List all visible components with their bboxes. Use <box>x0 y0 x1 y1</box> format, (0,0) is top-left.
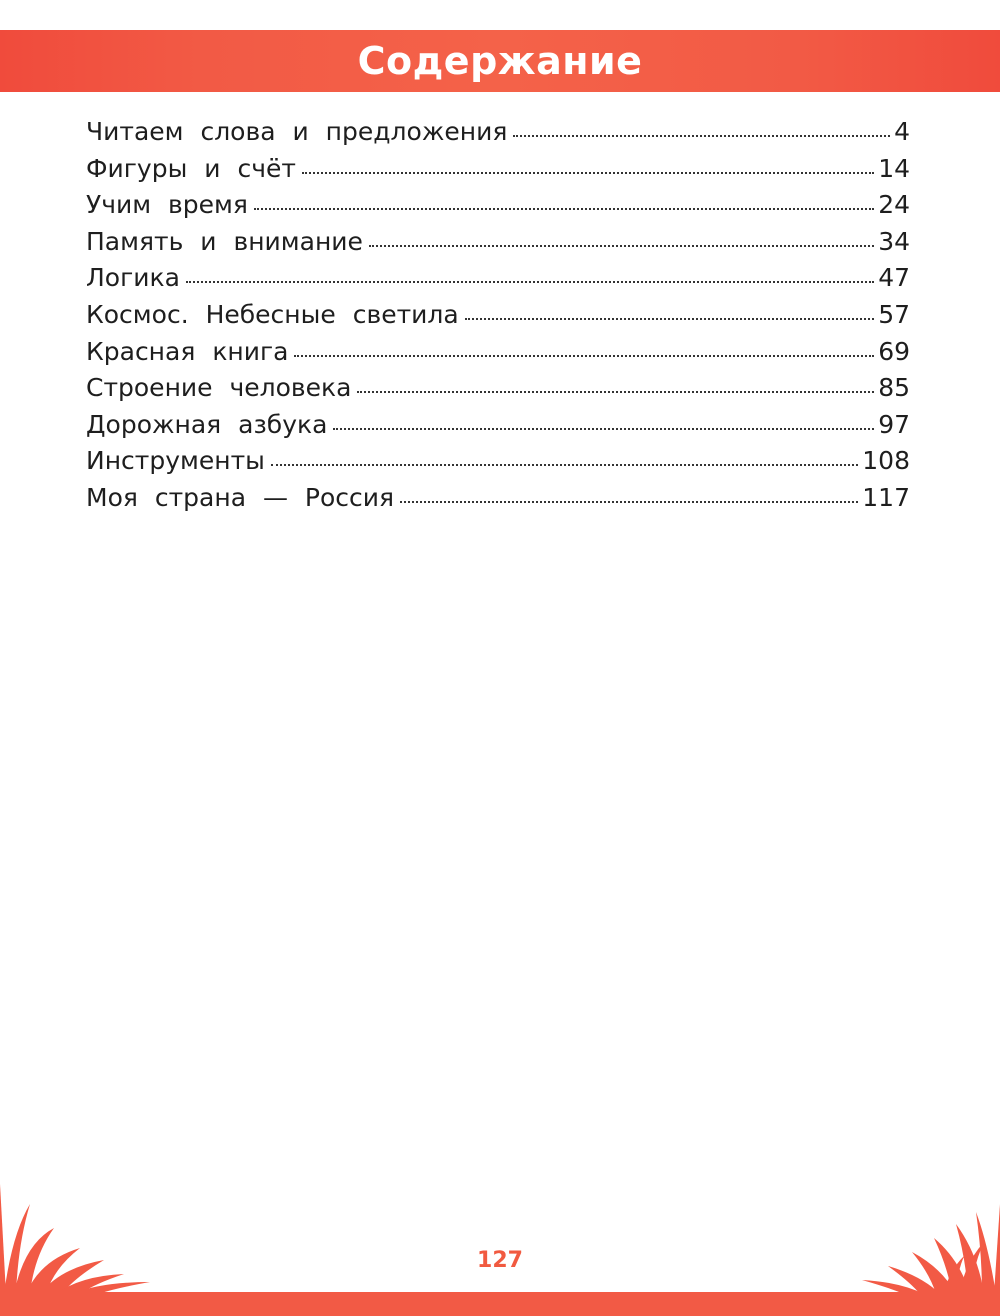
toc-entry-title: Красная книга <box>86 336 289 366</box>
dot-leader <box>294 355 874 357</box>
toc-entry-title: Инструменты <box>86 446 265 476</box>
dot-leader <box>333 428 874 430</box>
toc-entry-title: Фигуры и счёт <box>86 153 296 183</box>
toc-entry-page: 108 <box>862 446 910 476</box>
toc-entry-title: Космос. Небесные светила <box>86 299 459 329</box>
dot-leader <box>186 281 874 283</box>
page-title: Содержание <box>357 39 643 83</box>
toc-entry-page: 69 <box>878 336 910 366</box>
toc-entry[interactable] <box>86 151 910 188</box>
toc-entry[interactable] <box>86 297 910 334</box>
toc-entry[interactable] <box>86 443 910 480</box>
toc-entry-title: Логика <box>86 263 180 293</box>
toc-entry[interactable] <box>86 224 910 261</box>
toc-entry-page: 47 <box>878 263 910 293</box>
toc-entry[interactable] <box>86 114 910 151</box>
footer-band <box>0 1292 1000 1316</box>
dot-leader <box>369 245 874 247</box>
toc-entry-page: 97 <box>878 409 910 439</box>
toc-entry-page: 57 <box>878 299 910 329</box>
dot-leader <box>513 135 890 137</box>
dot-leader <box>254 208 874 210</box>
toc-entry[interactable] <box>86 370 910 407</box>
toc-entry-page: 34 <box>878 226 910 256</box>
toc-entry[interactable] <box>86 260 910 297</box>
page-number: 127 <box>477 1248 523 1273</box>
toc-entry[interactable] <box>86 407 910 444</box>
toc-entry-page: 14 <box>878 153 910 183</box>
toc-entry-title: Учим время <box>86 190 248 220</box>
toc-entry[interactable] <box>86 187 910 224</box>
toc-entry-title: Моя страна — Россия <box>86 482 395 512</box>
dot-leader <box>302 172 874 174</box>
toc-entry-title: Читаем слова и предложения <box>86 117 508 146</box>
grass-left-icon <box>0 1164 160 1294</box>
grass-right-icon <box>860 1194 1000 1294</box>
toc-entry-title: Память и внимание <box>86 226 363 256</box>
dot-leader <box>271 464 858 466</box>
toc-entry-title: Дорожная азбука <box>86 409 328 439</box>
toc-entry-page: 117 <box>862 482 910 512</box>
dot-leader <box>357 391 874 393</box>
toc-entry-page: 24 <box>878 190 910 220</box>
toc-entry-title: Строение человека <box>86 373 352 403</box>
dot-leader <box>400 501 858 503</box>
toc-entry-page: 85 <box>878 373 910 403</box>
toc-entry-page: 4 <box>894 117 910 146</box>
toc-entry[interactable] <box>86 334 910 371</box>
toc-entry[interactable] <box>86 480 910 517</box>
table-of-contents <box>86 114 910 517</box>
dot-leader <box>465 318 875 320</box>
